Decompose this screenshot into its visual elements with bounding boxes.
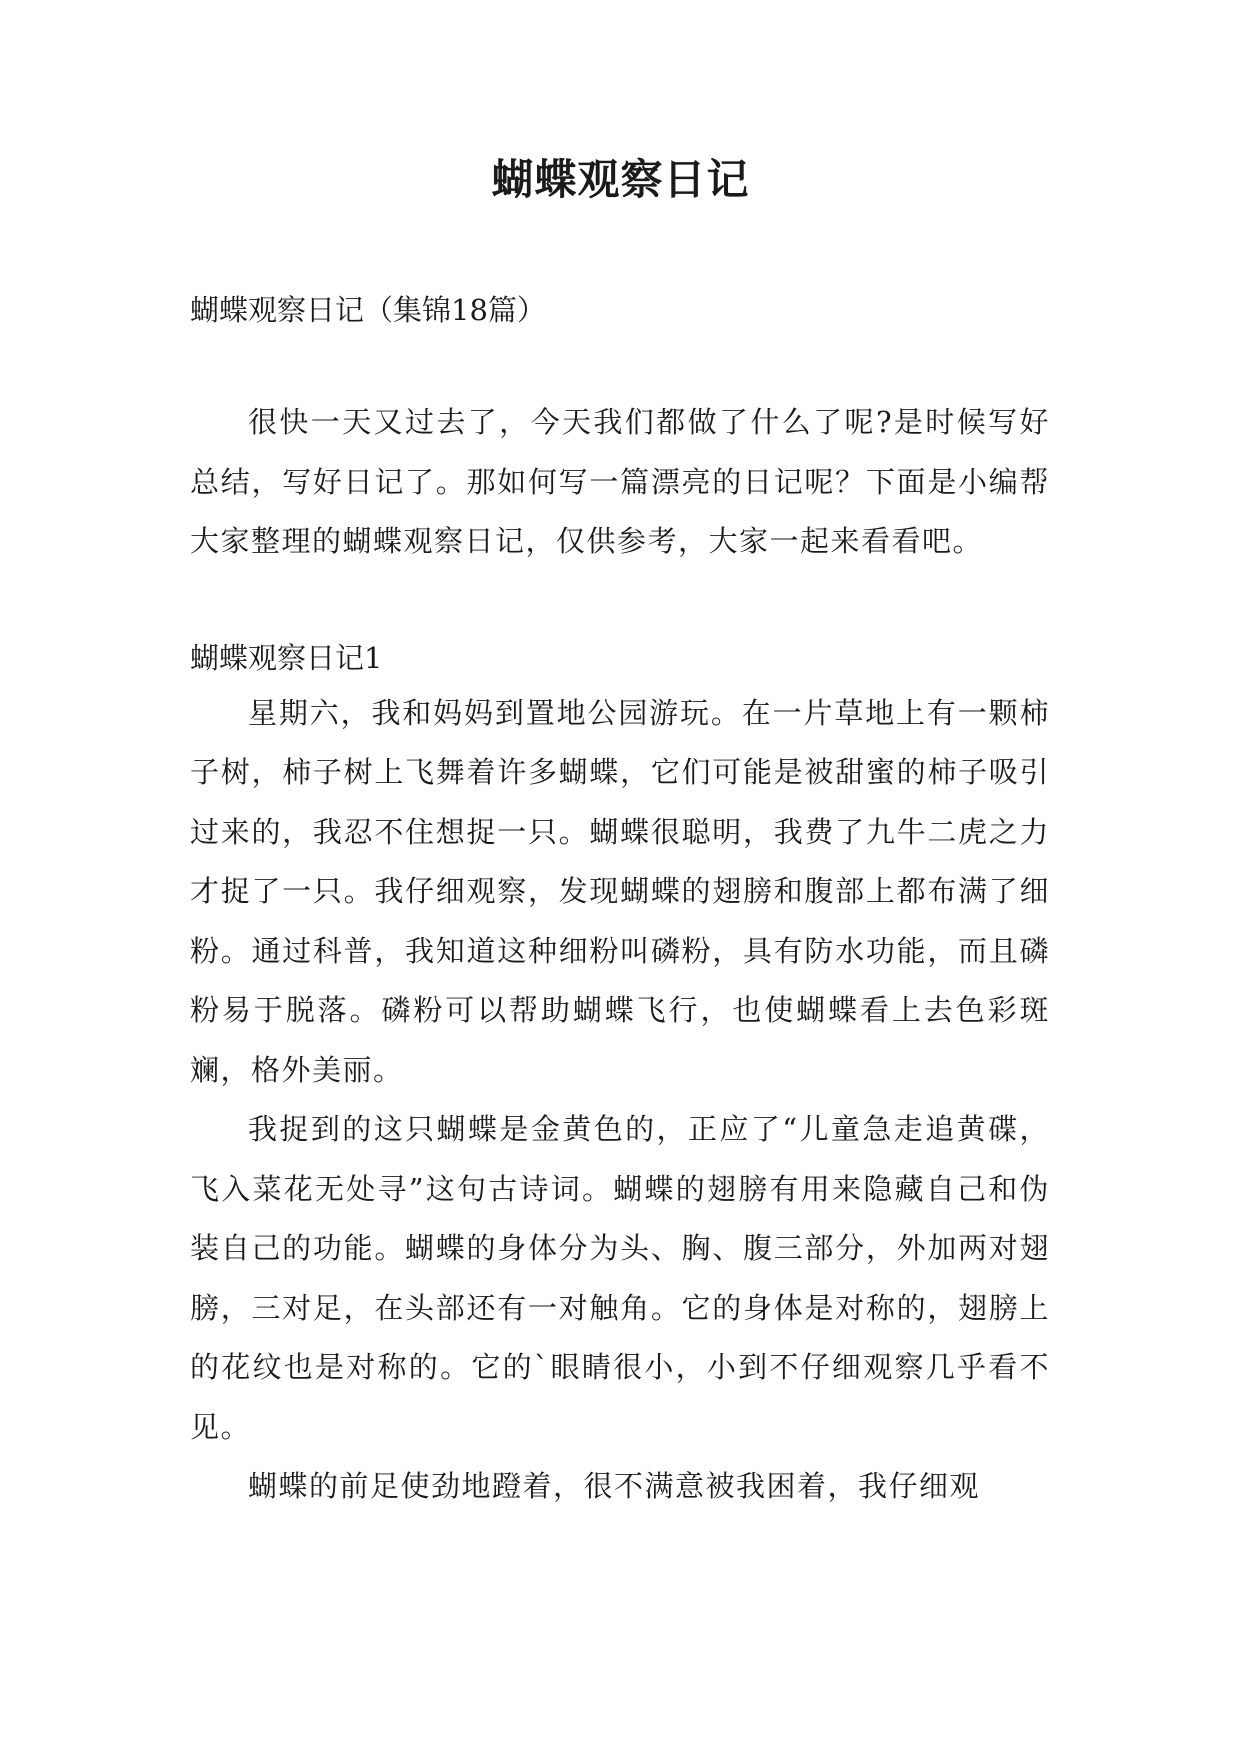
section-heading: 蝴蝶观察日记1 (190, 640, 383, 675)
document-subtitle: 蝴蝶观察日记（集锦18篇） (190, 293, 546, 327)
document-title: 蝴蝶观察日记 (491, 155, 750, 204)
intro-paragraph: 很快一天又过去了，今天我们都做了什么了呢?是时候写好总结，写好日记了。那如何写一篇漂亮的日记呢？下面是小编帮大家整理的蝴蝶观察日记，仅供参考，大家一起来看看吧。 (190, 405, 1050, 558)
body-paragraph: 蝴蝶的前足使劲地蹬着，很不满意被我困着，我仔细观 (248, 1469, 981, 1503)
body-paragraph: 星期六，我和妈妈到置地公园游玩。在一片草地上有一颗柿子树，柿子树上飞舞着许多蝴蝶，它们可能是被甜蜜的柿子吸引过来的，我忍不住想捉一只。蝴蝶很聪明，我费了九牛二虎之力才捉了一只。我仔细观察，发现蝴蝶的翅膀和腹部上都布满了细粉。通过科普，我知道这种细粉叫磷粉，具有防水功能，而且磷粉易于脱落。磷粉可以帮助蝴蝶飞行，也使蝴蝶看上去色彩斑斓，格外美丽。 (190, 695, 1050, 1087)
body-paragraph: 我捉到的这只蝴蝶是金黄色的，正应了“儿童急走追黄碟，飞入菜花无处寻”这句古诗词。蝴蝶的翅膀有用来隐藏自己和伪装自己的功能。蝴蝶的身体分为头、胸、腹三部分，外加两对翅膀，三对足，在头部还有一对触角。它的身体是对称的，翅膀上的花纹也是对称的。它的`眼睛很小，小到不仔细观察几乎看不见。 (190, 1112, 1050, 1444)
document-body (190, 290, 1050, 1517)
